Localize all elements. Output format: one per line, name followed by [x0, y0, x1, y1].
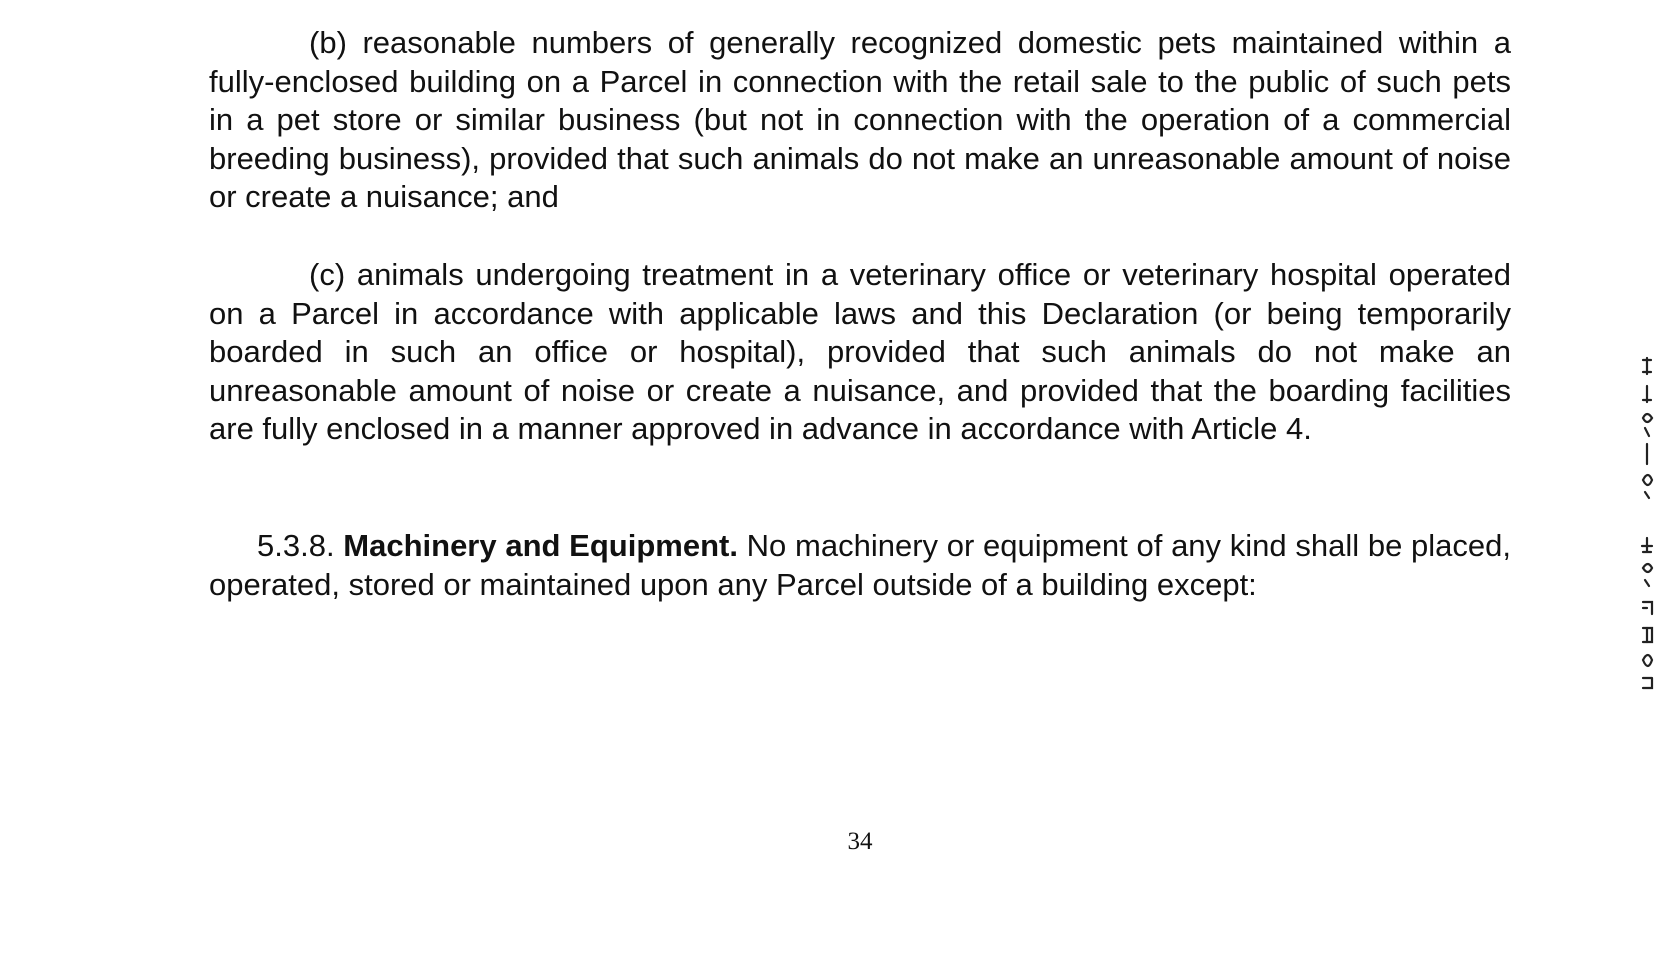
page-number: 34	[847, 828, 873, 855]
section-heading: Machinery and Equipment.	[343, 528, 738, 563]
paragraph-b: (b) reasonable numbers of generally recognized domestic pets maintained within a fully-enclosed building on a Parcel in connection with the retail sale to the public of such pets in a pet store or similar business (but not in connection with the operation of a commercial breeding business), provided that such animals do not make an unreasonable amount of noise or create a nuisance; and	[209, 25, 1511, 214]
section-5-3-8	[209, 527, 1511, 604]
recording-stamp-mark	[1635, 352, 1665, 695]
paragraph-c: (c) animals undergoing treatment in a veterinary office or veterinary hospital operated on a Parcel in accordance with applicable laws and this Declaration (or being temporarily boarded in such an office or hospital), provided that such animals do not make an unreasonable amount of noise or create a nuisance, and provided that the boarding facilities are fully enclosed in a manner approved in advance in accordance with Article 4.	[209, 257, 1511, 446]
section-text: No machinery or equipment of any kind shall be placed, operated, stored or maintained upon any Parcel outside of a building except:	[209, 528, 1511, 602]
section-number: 5.3.8.	[257, 528, 335, 563]
